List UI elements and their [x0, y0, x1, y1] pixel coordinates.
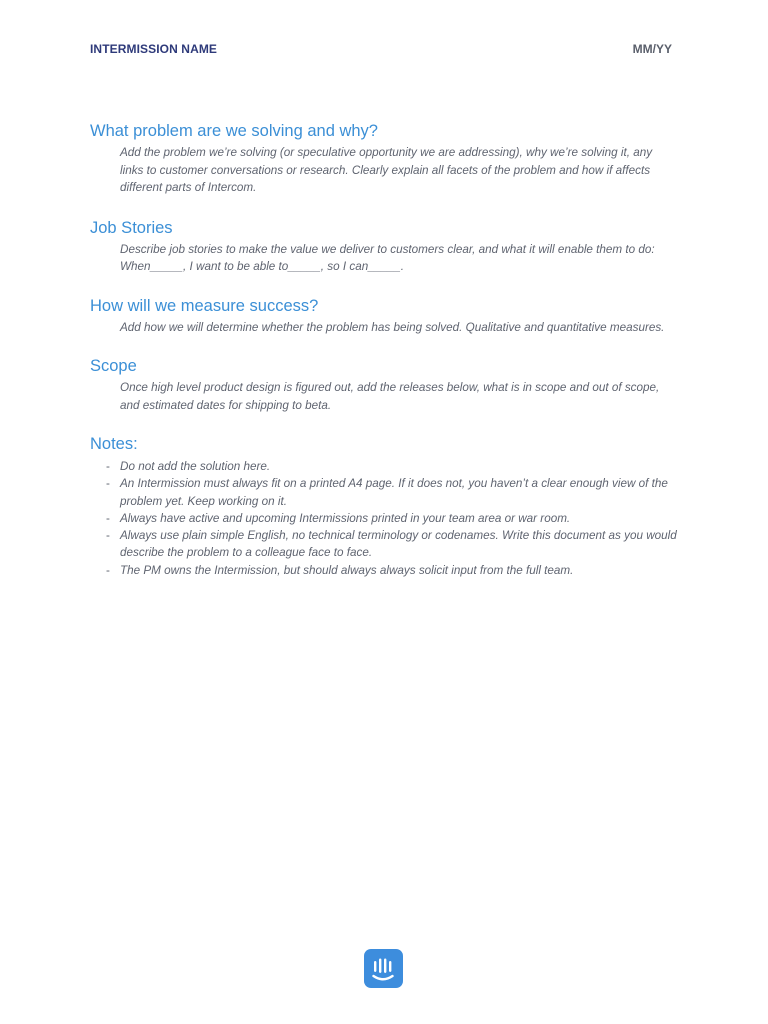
measure-section: [90, 295, 690, 337]
notes-item: [106, 475, 678, 510]
notes-item: [106, 562, 678, 579]
document-body: [90, 120, 690, 579]
notes-item: [106, 527, 678, 562]
notes-item-text: Always have active and upcoming Intermissions printed in your team area or war room.: [120, 511, 571, 525]
scope-section: [90, 355, 690, 414]
notes-item-text: Always use plain simple English, no technical terminology or codenames. Write this document as you would describe the problem to a colleague face to face.: [120, 529, 677, 560]
bullet-dash: -: [106, 477, 110, 491]
notes-list: [106, 458, 678, 579]
job-stories-body: Describe job stories to make the value we deliver to customers clear, and what it will enable them to do: When_____, I want to be able to_____, so I can_____.: [120, 242, 655, 273]
intercom-logo-icon: [364, 949, 403, 988]
scope-heading: Scope: [90, 357, 137, 375]
notes-heading: Notes:: [90, 435, 138, 453]
measure-body: Add how we will determine whether the problem has being solved. Qualitative and quantitative measures.: [120, 320, 665, 334]
document-title: INTERMISSION NAME: [90, 42, 218, 56]
bullet-dash: -: [106, 529, 110, 543]
bullet-dash: -: [106, 563, 110, 577]
problem-heading: What problem are we solving and why?: [90, 122, 378, 140]
document-header: [90, 42, 672, 58]
measure-heading: How will we measure success?: [90, 296, 319, 315]
notes-item: [106, 458, 678, 475]
job-stories-section: [90, 217, 690, 276]
bullet-dash: -: [106, 511, 110, 525]
notes-item-text: The PM owns the Intermission, but should always always solicit input from the full team.: [120, 563, 574, 577]
document-date: MM/YY: [632, 42, 672, 56]
problem-body: Add the problem we’re solving (or speculative opportunity we are addressing), why we’re solving it, any links to customer conversations or research. Clearly explain all facets of the problem and how if affects different parts of Intercom.: [120, 146, 653, 194]
job-stories-heading: Job Stories: [90, 218, 173, 237]
notes-section: [90, 433, 690, 579]
intercom-logo-glyph: [364, 949, 403, 988]
problem-section: [90, 120, 690, 197]
bullet-dash: -: [106, 460, 110, 473]
notes-item-text: An Intermission must always fit on a printed A4 page. If it does not, you haven’t a clear enough view of the problem yet. Keep working on it.: [120, 477, 668, 508]
notes-item-text: Do not add the solution here.: [120, 460, 271, 473]
scope-body: Once high level product design is figured out, add the releases below, what is in scope and out of scope, and estimated dates for shipping to beta.: [120, 381, 660, 412]
notes-item: [106, 510, 678, 527]
